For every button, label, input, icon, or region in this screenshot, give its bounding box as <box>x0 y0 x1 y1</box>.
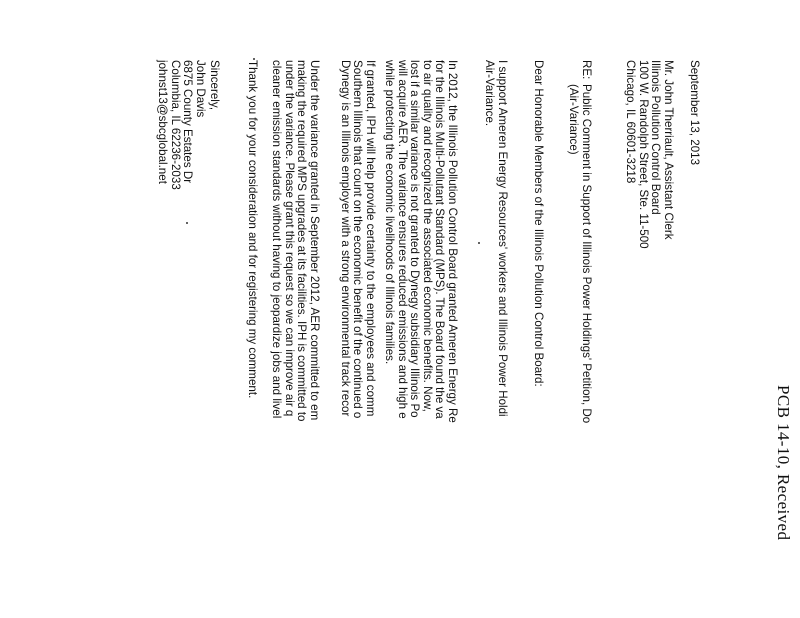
address-line: Mr. John Therriault, Assistant Clerk <box>662 60 675 240</box>
address-line: 100 W. Randolph Street, Ste. 11-500 <box>636 60 650 249</box>
body-paragraph <box>382 60 458 423</box>
signature-line: Columbia, IL 62236-2033 <box>168 60 182 190</box>
received-stamp: PCB 14-10, Received <box>774 385 793 541</box>
paragraph-line: will acquire AER. The variance ensures reduced emissions and high e <box>395 60 409 419</box>
paragraph-line: making the required MPS upgrades at its facilities. IPH is committed to <box>295 60 309 422</box>
recipient-address <box>624 60 674 249</box>
body-paragraph <box>483 60 508 417</box>
salutation: Dear Honorable Members of the Illinois Pollution Control Board: <box>532 60 545 387</box>
subject-line <box>567 84 592 423</box>
closing: Sincerely, <box>208 60 221 111</box>
paragraph-line: Under the variance granted in September 2012, AER committed to em <box>308 60 321 421</box>
subject-text: (Air-Variance) <box>567 84 581 155</box>
paragraph-line: Air-Variance. <box>483 60 497 127</box>
paragraph-line: Dynegy is an Illinois employer with a strong environmental track recor <box>338 60 352 417</box>
scan-speck <box>253 58 255 60</box>
paragraph-line: for the Illinois Multi-Pollutant Standard (MPS). The Board found the va <box>433 60 447 419</box>
paragraph-line: If granted, IPH will help provide certainty to the employees and comm <box>364 60 377 417</box>
signature-block <box>156 60 206 190</box>
paragraph-line: while protecting the economic livelihoods of Illinois families. <box>383 60 397 365</box>
signature-line: johnst13@sbcglobal.net <box>156 60 170 184</box>
paragraph-line: to air quality and recognized the associated economic benefits. Now, <box>420 60 434 412</box>
closing-thanks: Thank you for your consideration and for registering my comment. <box>246 60 259 399</box>
subject-text: Public Comment in Support of Illinois Power Holdings' Petition, Do <box>580 84 593 424</box>
address-line: Illinois Pollution Control Board <box>649 60 663 215</box>
paragraph-line: In 2012, the Illinois Pollution Control Board granted Ameren Energy Re <box>446 60 459 423</box>
paragraph-line: under the variance. Please grant this request so we can improve air q <box>282 60 296 417</box>
signature-line: John Davis <box>194 60 207 118</box>
paragraph-line: Southern Illinois that count on the economic benefit of the continued o <box>351 60 365 419</box>
scan-speck <box>186 222 188 224</box>
body-paragraph <box>270 60 320 422</box>
address-line: Chicago, IL 60601-3218 <box>624 60 638 184</box>
paragraph-line: I support Ameren Energy Resources' workers and Illinois Power Holdi <box>496 60 509 417</box>
letter-date: September 13, 2013 <box>688 60 701 166</box>
paragraph-line: cleaner emission standards without having to jeopardize jobs and livel <box>270 60 284 419</box>
re-label: RE: <box>580 60 593 80</box>
paragraph-line: lost if a similar variance is not granted to Dynegy subsidiary Illinois Po <box>408 60 422 418</box>
body-paragraph <box>338 60 376 418</box>
scan-speck <box>478 242 480 244</box>
signature-line: 6875 County Estates Dr <box>181 60 195 184</box>
